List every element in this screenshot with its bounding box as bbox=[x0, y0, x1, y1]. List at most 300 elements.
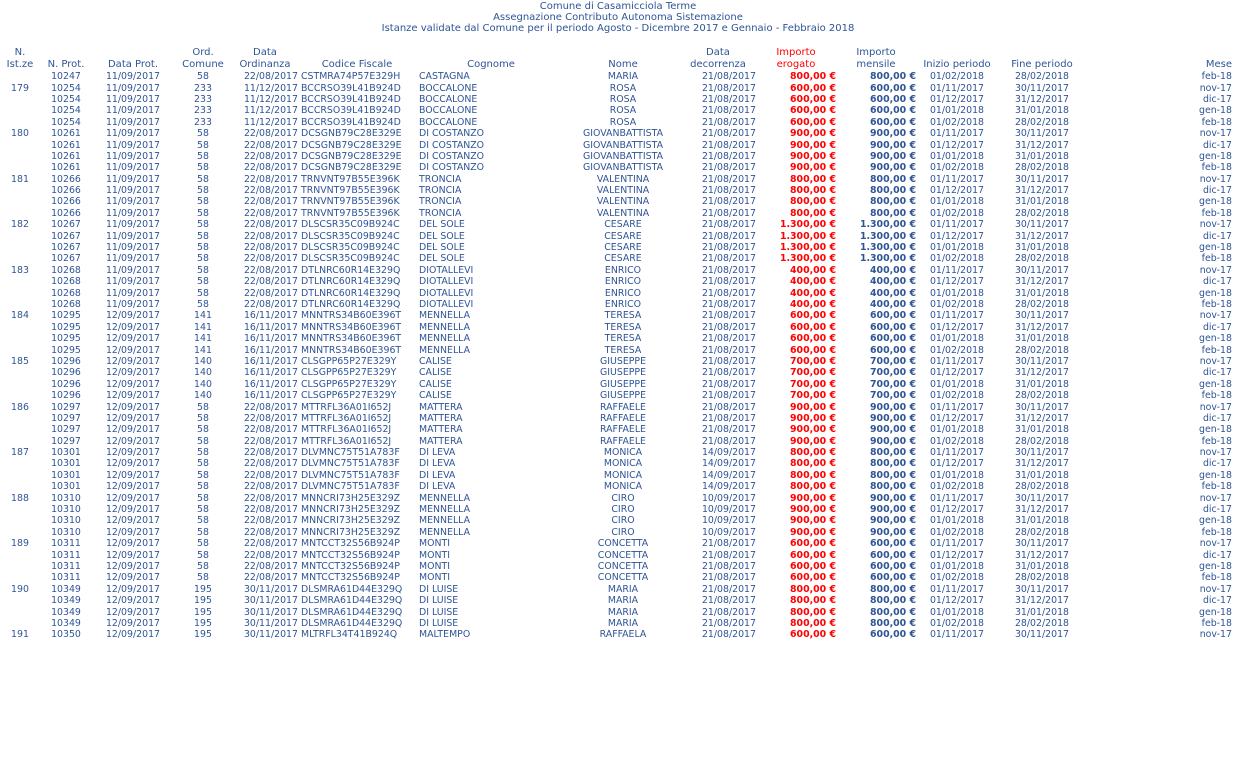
cell-data-prot: 12/09/2017 bbox=[105, 435, 161, 447]
cell-importo-erogato: 700,00 € bbox=[790, 367, 836, 379]
cell-codice-fiscale: MNTCCT32S56B924P bbox=[301, 538, 400, 550]
cell-data-decorrenza: 21/08/2017 bbox=[701, 560, 756, 572]
cell-nome: CONCETTA bbox=[597, 560, 649, 572]
cell-data-prot: 11/09/2017 bbox=[105, 162, 161, 174]
cell-n-istanza: 185 bbox=[11, 355, 29, 367]
cell-importo-erogato: 600,00 € bbox=[790, 629, 836, 641]
cell-data-ordinanza: 16/11/2017 bbox=[243, 390, 298, 402]
cell-data-prot: 11/09/2017 bbox=[105, 264, 161, 276]
cell-codice-fiscale: DLSCSR35C09B924C bbox=[301, 253, 400, 265]
cell-data-prot: 12/09/2017 bbox=[105, 424, 161, 436]
table-row bbox=[0, 322, 1236, 333]
cell-cognome: DI LUISE bbox=[419, 617, 459, 629]
cell-n-istanza bbox=[0, 481, 40, 492]
cell-n-prot: 10297 bbox=[51, 401, 81, 413]
cell-n-istanza bbox=[0, 151, 40, 162]
cell-data-ordinanza: 22/08/2017 bbox=[243, 196, 298, 208]
cell-inizio-periodo: 01/02/2018 bbox=[929, 617, 985, 629]
cell-inizio-periodo: 01/11/2017 bbox=[929, 128, 985, 140]
cell-cognome: MENNELLA bbox=[419, 310, 471, 322]
cell-mese: gen-18 bbox=[1199, 287, 1232, 299]
cell-data-prot: 11/09/2017 bbox=[105, 93, 161, 105]
cell-importo-erogato: 900,00 € bbox=[790, 150, 836, 162]
cell-ord-comune: 58 bbox=[197, 219, 209, 231]
cell-fine-periodo: 28/02/2018 bbox=[1014, 526, 1070, 538]
cell-importo-erogato: 800,00 € bbox=[790, 207, 836, 219]
cell-n-istanza: 182 bbox=[11, 219, 29, 231]
cell-importo-mensile: 700,00 € bbox=[870, 367, 916, 379]
cell-data-decorrenza: 21/08/2017 bbox=[701, 128, 756, 140]
cell-mese: dic-17 bbox=[1202, 504, 1232, 516]
cell-importo-mensile: 800,00 € bbox=[870, 458, 916, 470]
cell-ord-comune: 233 bbox=[194, 82, 212, 94]
cell-data-ordinanza: 22/08/2017 bbox=[243, 538, 298, 550]
cell-inizio-periodo: 01/01/2018 bbox=[929, 606, 985, 618]
table-row bbox=[0, 185, 1236, 196]
cell-ord-comune: 141 bbox=[194, 321, 212, 333]
cell-importo-erogato: 600,00 € bbox=[790, 321, 836, 333]
cell-data-decorrenza: 14/09/2017 bbox=[701, 458, 756, 470]
cell-data-decorrenza: 14/09/2017 bbox=[701, 469, 756, 481]
cell-ord-comune: 58 bbox=[197, 481, 209, 493]
cell-data-ordinanza: 22/08/2017 bbox=[243, 71, 298, 83]
cell-data-prot: 11/09/2017 bbox=[105, 150, 161, 162]
col-header-codice-fiscale: Codice Fiscale bbox=[321, 59, 393, 70]
col-header-data-decorrenza: Data decorrenza bbox=[690, 47, 746, 70]
cell-mese: dic-17 bbox=[1202, 458, 1232, 470]
cell-n-istanza bbox=[0, 344, 40, 355]
table-row bbox=[0, 549, 1236, 560]
cell-data-decorrenza: 21/08/2017 bbox=[701, 150, 756, 162]
cell-ord-comune: 58 bbox=[197, 424, 209, 436]
cell-fine-periodo: 31/01/2018 bbox=[1014, 242, 1070, 254]
cell-fine-periodo: 31/12/2017 bbox=[1014, 93, 1070, 105]
cell-codice-fiscale: TRNVNT97B55E396K bbox=[301, 185, 400, 197]
cell-cognome: MATTERA bbox=[419, 412, 463, 424]
cell-fine-periodo: 30/11/2017 bbox=[1014, 128, 1070, 140]
cell-importo-erogato: 900,00 € bbox=[790, 401, 836, 413]
cell-cognome: MALTEMPO bbox=[419, 629, 471, 641]
cell-data-prot: 11/09/2017 bbox=[105, 185, 161, 197]
cell-cognome: DEL SOLE bbox=[419, 219, 465, 231]
cell-nome: GIOVANBATTISTA bbox=[582, 162, 663, 174]
cell-data-prot: 12/09/2017 bbox=[105, 583, 161, 595]
cell-importo-mensile: 600,00 € bbox=[870, 629, 916, 641]
cell-data-decorrenza: 21/08/2017 bbox=[701, 538, 756, 550]
cell-n-prot: 10349 bbox=[51, 606, 81, 618]
cell-fine-periodo: 31/12/2017 bbox=[1014, 367, 1070, 379]
cell-data-prot: 11/09/2017 bbox=[105, 219, 161, 231]
cell-inizio-periodo: 01/01/2018 bbox=[929, 378, 985, 390]
cell-ord-comune: 58 bbox=[197, 526, 209, 538]
cell-n-prot: 10297 bbox=[51, 435, 81, 447]
table-row bbox=[0, 367, 1236, 378]
cell-n-istanza bbox=[0, 105, 40, 116]
cell-importo-mensile: 900,00 € bbox=[870, 424, 916, 436]
cell-n-istanza bbox=[0, 139, 40, 150]
cell-importo-mensile: 700,00 € bbox=[870, 355, 916, 367]
cell-fine-periodo: 31/12/2017 bbox=[1014, 504, 1070, 516]
cell-nome: ENRICO bbox=[604, 276, 642, 288]
cell-importo-erogato: 1.300,00 € bbox=[779, 242, 836, 254]
table-row bbox=[0, 595, 1236, 606]
cell-n-prot: 10247 bbox=[51, 71, 81, 83]
table-row bbox=[0, 310, 1236, 321]
cell-data-decorrenza: 14/09/2017 bbox=[701, 447, 756, 459]
cell-importo-erogato: 400,00 € bbox=[790, 299, 836, 310]
cell-data-decorrenza: 21/08/2017 bbox=[701, 93, 756, 105]
cell-data-ordinanza: 22/08/2017 bbox=[243, 139, 298, 151]
cell-codice-fiscale: DCSGNB79C28E329E bbox=[301, 150, 402, 162]
cell-data-prot: 11/09/2017 bbox=[105, 82, 161, 94]
cell-data-ordinanza: 16/11/2017 bbox=[243, 344, 298, 356]
cell-fine-periodo: 31/12/2017 bbox=[1014, 321, 1070, 333]
cell-ord-comune: 58 bbox=[197, 560, 209, 572]
cell-nome: RAFFAELE bbox=[600, 412, 646, 424]
cell-n-istanza bbox=[0, 253, 40, 264]
cell-inizio-periodo: 01/12/2017 bbox=[929, 367, 985, 379]
cell-fine-periodo: 31/01/2018 bbox=[1014, 105, 1070, 117]
table-row bbox=[0, 561, 1236, 572]
cell-fine-periodo: 31/12/2017 bbox=[1014, 549, 1070, 561]
cell-n-istanza bbox=[0, 458, 40, 469]
cell-codice-fiscale: CLSGPP65P27E329Y bbox=[301, 390, 397, 402]
cell-importo-erogato: 600,00 € bbox=[790, 82, 836, 94]
cell-cognome: CALISE bbox=[419, 367, 452, 379]
table-row bbox=[0, 333, 1236, 344]
cell-nome: CIRO bbox=[611, 492, 635, 504]
cell-inizio-periodo: 01/02/2018 bbox=[929, 390, 985, 402]
table-body bbox=[0, 71, 1236, 641]
cell-nome: ROSA bbox=[609, 82, 637, 94]
cell-data-ordinanza: 22/08/2017 bbox=[243, 128, 298, 140]
cell-n-prot: 10266 bbox=[51, 185, 81, 197]
cell-data-ordinanza: 16/11/2017 bbox=[243, 355, 298, 367]
cell-inizio-periodo: 01/01/2018 bbox=[929, 287, 985, 299]
cell-data-prot: 12/09/2017 bbox=[105, 378, 161, 390]
cell-fine-periodo: 31/12/2017 bbox=[1014, 185, 1070, 197]
cell-data-prot: 12/09/2017 bbox=[105, 538, 161, 550]
cell-importo-mensile: 600,00 € bbox=[870, 572, 916, 584]
cell-data-ordinanza: 30/11/2017 bbox=[243, 629, 298, 641]
cell-fine-periodo: 30/11/2017 bbox=[1014, 173, 1070, 185]
cell-data-decorrenza: 21/08/2017 bbox=[701, 196, 756, 208]
cell-mese: gen-18 bbox=[1199, 378, 1232, 390]
cell-cognome: DI LEVA bbox=[419, 447, 456, 459]
cell-n-istanza bbox=[0, 424, 40, 435]
cell-fine-periodo: 30/11/2017 bbox=[1014, 629, 1070, 641]
cell-data-ordinanza: 22/08/2017 bbox=[243, 492, 298, 504]
cell-data-ordinanza: 22/08/2017 bbox=[243, 264, 298, 276]
cell-nome: ROSA bbox=[609, 93, 637, 105]
cell-data-prot: 12/09/2017 bbox=[105, 333, 161, 345]
cell-cognome: MENNELLA bbox=[419, 526, 471, 538]
cell-mese: feb-18 bbox=[1201, 572, 1232, 584]
cell-n-prot: 10266 bbox=[51, 196, 81, 208]
cell-data-ordinanza: 30/11/2017 bbox=[243, 595, 298, 607]
cell-ord-comune: 141 bbox=[194, 310, 212, 322]
cell-nome: TERESA bbox=[604, 333, 642, 345]
cell-ord-comune: 195 bbox=[194, 617, 212, 629]
cell-inizio-periodo: 01/02/2018 bbox=[929, 116, 985, 128]
table-row bbox=[0, 265, 1236, 276]
table-row bbox=[0, 436, 1236, 447]
cell-data-decorrenza: 21/08/2017 bbox=[701, 321, 756, 333]
cell-ord-comune: 58 bbox=[197, 504, 209, 516]
cell-importo-erogato: 1.300,00 € bbox=[779, 219, 836, 231]
cell-fine-periodo: 30/11/2017 bbox=[1014, 264, 1070, 276]
table-row bbox=[0, 458, 1236, 469]
cell-nome: CESARE bbox=[604, 253, 642, 265]
cell-cognome: DI LEVA bbox=[419, 458, 456, 470]
cell-importo-erogato: 900,00 € bbox=[790, 526, 836, 538]
cell-importo-mensile: 600,00 € bbox=[870, 116, 916, 128]
cell-importo-erogato: 600,00 € bbox=[790, 538, 836, 550]
cell-n-prot: 10295 bbox=[51, 321, 81, 333]
cell-data-decorrenza: 21/08/2017 bbox=[701, 139, 756, 151]
cell-mese: gen-18 bbox=[1199, 333, 1232, 345]
cell-codice-fiscale: DTLNRC60R14E329Q bbox=[301, 264, 401, 276]
cell-inizio-periodo: 01/01/2018 bbox=[929, 242, 985, 254]
cell-data-prot: 12/09/2017 bbox=[105, 504, 161, 516]
cell-n-prot: 10295 bbox=[51, 344, 81, 356]
cell-cognome: MENNELLA bbox=[419, 321, 471, 333]
cell-data-ordinanza: 22/08/2017 bbox=[243, 207, 298, 219]
cell-n-istanza: 179 bbox=[11, 82, 29, 94]
cell-codice-fiscale: DTLNRC60R14E329Q bbox=[301, 287, 401, 299]
cell-nome: RAFFAELE bbox=[600, 424, 646, 436]
table-row bbox=[0, 287, 1236, 298]
col-header-cognome: Cognome bbox=[467, 59, 515, 70]
cell-ord-comune: 58 bbox=[197, 458, 209, 470]
cell-importo-mensile: 800,00 € bbox=[870, 447, 916, 459]
cell-fine-periodo: 28/02/2018 bbox=[1014, 299, 1070, 310]
cell-n-prot: 10311 bbox=[51, 572, 81, 584]
cell-nome: RAFFAELE bbox=[600, 435, 646, 447]
cell-fine-periodo: 30/11/2017 bbox=[1014, 219, 1070, 231]
cell-nome: ENRICO bbox=[604, 264, 642, 276]
cell-cognome: DI COSTANZO bbox=[419, 139, 485, 151]
cell-inizio-periodo: 01/12/2017 bbox=[929, 458, 985, 470]
cell-n-istanza bbox=[0, 196, 40, 207]
cell-nome: GIOVANBATTISTA bbox=[582, 128, 663, 140]
cell-data-ordinanza: 16/11/2017 bbox=[243, 378, 298, 390]
cell-data-decorrenza: 21/08/2017 bbox=[701, 549, 756, 561]
cell-importo-erogato: 600,00 € bbox=[790, 344, 836, 356]
cell-n-istanza bbox=[0, 413, 40, 424]
cell-codice-fiscale: DLSMRA61D44E329Q bbox=[301, 595, 403, 607]
cell-n-istanza bbox=[0, 276, 40, 287]
cell-ord-comune: 58 bbox=[197, 264, 209, 276]
cell-inizio-periodo: 01/12/2017 bbox=[929, 93, 985, 105]
cell-importo-mensile: 900,00 € bbox=[870, 526, 916, 538]
cell-codice-fiscale: MNNCRI73H25E329Z bbox=[301, 526, 401, 538]
cell-n-istanza bbox=[0, 379, 40, 390]
cell-data-prot: 11/09/2017 bbox=[105, 253, 161, 265]
cell-data-prot: 11/09/2017 bbox=[105, 128, 161, 140]
cell-codice-fiscale: MNNTRS34B60E396T bbox=[301, 310, 402, 322]
cell-data-prot: 11/09/2017 bbox=[105, 242, 161, 254]
cell-cognome: DEL SOLE bbox=[419, 253, 465, 265]
cell-cognome: DI LEVA bbox=[419, 481, 456, 493]
cell-cognome: DIOTALLEVI bbox=[419, 276, 474, 288]
cell-data-decorrenza: 10/09/2017 bbox=[701, 492, 756, 504]
cell-n-prot: 10268 bbox=[51, 276, 81, 288]
cell-inizio-periodo: 01/01/2018 bbox=[929, 515, 985, 527]
cell-fine-periodo: 28/02/2018 bbox=[1014, 617, 1070, 629]
cell-n-istanza bbox=[0, 185, 40, 196]
table-row bbox=[0, 242, 1236, 253]
cell-inizio-periodo: 01/01/2018 bbox=[929, 333, 985, 345]
cell-importo-mensile: 600,00 € bbox=[870, 344, 916, 356]
cell-data-prot: 11/09/2017 bbox=[105, 71, 161, 83]
table-row bbox=[0, 230, 1236, 241]
cell-fine-periodo: 31/12/2017 bbox=[1014, 230, 1070, 242]
cell-cognome: TRONCIA bbox=[419, 196, 462, 208]
cell-codice-fiscale: MLTRFL34T41B924Q bbox=[301, 629, 398, 641]
cell-n-prot: 10268 bbox=[51, 299, 81, 310]
table-row bbox=[0, 618, 1236, 629]
cell-nome: ENRICO bbox=[604, 299, 642, 310]
table-row bbox=[0, 470, 1236, 481]
cell-n-istanza: 183 bbox=[11, 264, 29, 276]
cell-cognome: TRONCIA bbox=[419, 173, 462, 185]
cell-importo-mensile: 900,00 € bbox=[870, 162, 916, 174]
cell-ord-comune: 58 bbox=[197, 242, 209, 254]
cell-data-prot: 12/09/2017 bbox=[105, 629, 161, 641]
cell-data-ordinanza: 22/08/2017 bbox=[243, 276, 298, 288]
cell-n-prot: 10268 bbox=[51, 287, 81, 299]
cell-data-decorrenza: 21/08/2017 bbox=[701, 230, 756, 242]
cell-data-ordinanza: 11/12/2017 bbox=[243, 82, 298, 94]
cell-n-istanza bbox=[0, 322, 40, 333]
cell-nome: GIOVANBATTISTA bbox=[582, 150, 663, 162]
cell-inizio-periodo: 01/01/2018 bbox=[929, 424, 985, 436]
cell-cognome: MENNELLA bbox=[419, 333, 471, 345]
cell-nome: VALENTINA bbox=[596, 173, 650, 185]
cell-importo-erogato: 700,00 € bbox=[790, 390, 836, 402]
cell-inizio-periodo: 01/02/2018 bbox=[929, 481, 985, 493]
cell-mese: nov-17 bbox=[1199, 128, 1232, 140]
cell-data-ordinanza: 16/11/2017 bbox=[243, 367, 298, 379]
cell-n-prot: 10267 bbox=[51, 253, 81, 265]
cell-n-istanza bbox=[0, 367, 40, 378]
cell-mese: gen-18 bbox=[1199, 606, 1232, 618]
cell-ord-comune: 58 bbox=[197, 538, 209, 550]
cell-data-ordinanza: 22/08/2017 bbox=[243, 560, 298, 572]
cell-data-prot: 11/09/2017 bbox=[105, 173, 161, 185]
cell-mese: feb-18 bbox=[1201, 481, 1232, 493]
cell-fine-periodo: 30/11/2017 bbox=[1014, 538, 1070, 550]
cell-inizio-periodo: 01/11/2017 bbox=[929, 219, 985, 231]
cell-nome: MONICA bbox=[603, 481, 643, 493]
cell-fine-periodo: 31/01/2018 bbox=[1014, 150, 1070, 162]
cell-data-prot: 12/09/2017 bbox=[105, 572, 161, 584]
cell-mese: feb-18 bbox=[1201, 207, 1232, 219]
table-row bbox=[0, 208, 1236, 219]
cell-data-ordinanza: 22/08/2017 bbox=[243, 469, 298, 481]
cell-data-decorrenza: 21/08/2017 bbox=[701, 333, 756, 345]
cell-mese: feb-18 bbox=[1201, 116, 1232, 128]
document-subtitle: Assegnazione Contributo Autonoma Sistemazione bbox=[493, 12, 743, 23]
table-row bbox=[0, 379, 1236, 390]
cell-ord-comune: 58 bbox=[197, 572, 209, 584]
cell-data-prot: 12/09/2017 bbox=[105, 606, 161, 618]
cell-cognome: DIOTALLEVI bbox=[419, 299, 474, 310]
cell-inizio-periodo: 01/01/2018 bbox=[929, 469, 985, 481]
cell-data-decorrenza: 21/08/2017 bbox=[701, 219, 756, 231]
cell-n-istanza bbox=[0, 117, 40, 128]
cell-data-decorrenza: 21/08/2017 bbox=[701, 378, 756, 390]
cell-n-istanza bbox=[0, 333, 40, 344]
table-row bbox=[0, 481, 1236, 492]
cell-data-decorrenza: 21/08/2017 bbox=[701, 253, 756, 265]
table-row bbox=[0, 139, 1236, 150]
cell-inizio-periodo: 01/12/2017 bbox=[929, 139, 985, 151]
cell-nome: GIOVANBATTISTA bbox=[582, 139, 663, 151]
cell-data-decorrenza: 21/08/2017 bbox=[701, 344, 756, 356]
cell-mese: nov-17 bbox=[1199, 492, 1232, 504]
cell-mese: gen-18 bbox=[1199, 560, 1232, 572]
cell-n-prot: 10296 bbox=[51, 367, 81, 379]
cell-cognome: DI COSTANZO bbox=[419, 162, 485, 174]
cell-codice-fiscale: BCCRSO39L41B924D bbox=[301, 105, 401, 117]
cell-codice-fiscale: MTTRFL36A01I652J bbox=[301, 401, 392, 413]
cell-n-istanza bbox=[0, 299, 40, 310]
cell-importo-erogato: 800,00 € bbox=[790, 469, 836, 481]
cell-inizio-periodo: 01/11/2017 bbox=[929, 264, 985, 276]
cell-nome: CONCETTA bbox=[597, 572, 649, 584]
cell-importo-mensile: 600,00 € bbox=[870, 93, 916, 105]
cell-data-ordinanza: 22/08/2017 bbox=[243, 572, 298, 584]
cell-data-ordinanza: 22/08/2017 bbox=[243, 401, 298, 413]
cell-fine-periodo: 28/02/2018 bbox=[1014, 435, 1070, 447]
cell-importo-mensile: 400,00 € bbox=[870, 264, 916, 276]
cell-n-istanza bbox=[0, 572, 40, 583]
cell-n-prot: 10349 bbox=[51, 617, 81, 629]
cell-codice-fiscale: DLSMRA61D44E329Q bbox=[301, 606, 403, 618]
cell-fine-periodo: 31/01/2018 bbox=[1014, 378, 1070, 390]
cell-ord-comune: 58 bbox=[197, 128, 209, 140]
cell-importo-erogato: 600,00 € bbox=[790, 93, 836, 105]
cell-ord-comune: 141 bbox=[194, 344, 212, 356]
cell-data-ordinanza: 22/08/2017 bbox=[243, 549, 298, 561]
cell-importo-erogato: 900,00 € bbox=[790, 128, 836, 140]
cell-codice-fiscale: MNNCRI73H25E329Z bbox=[301, 492, 401, 504]
cell-importo-erogato: 600,00 € bbox=[790, 333, 836, 345]
cell-n-istanza bbox=[0, 390, 40, 401]
cell-fine-periodo: 31/12/2017 bbox=[1014, 276, 1070, 288]
cell-data-decorrenza: 21/08/2017 bbox=[701, 606, 756, 618]
cell-n-istanza: 180 bbox=[11, 128, 29, 140]
cell-importo-erogato: 600,00 € bbox=[790, 572, 836, 584]
col-header-inizio-periodo: Inizio periodo bbox=[923, 59, 991, 70]
cell-importo-mensile: 600,00 € bbox=[870, 333, 916, 345]
cell-inizio-periodo: 01/02/2018 bbox=[929, 572, 985, 584]
table-row bbox=[0, 117, 1236, 128]
cell-data-prot: 12/09/2017 bbox=[105, 412, 161, 424]
cell-data-ordinanza: 22/08/2017 bbox=[243, 230, 298, 242]
cell-nome: RAFFAELA bbox=[599, 629, 647, 641]
col-header-mese: Mese bbox=[1205, 59, 1232, 70]
cell-n-istanza bbox=[0, 561, 40, 572]
cell-cognome: MENNELLA bbox=[419, 515, 471, 527]
cell-ord-comune: 58 bbox=[197, 173, 209, 185]
cell-ord-comune: 58 bbox=[197, 412, 209, 424]
cell-n-istanza: 191 bbox=[11, 629, 29, 641]
cell-n-prot: 10261 bbox=[51, 128, 81, 140]
cell-ord-comune: 233 bbox=[194, 93, 212, 105]
